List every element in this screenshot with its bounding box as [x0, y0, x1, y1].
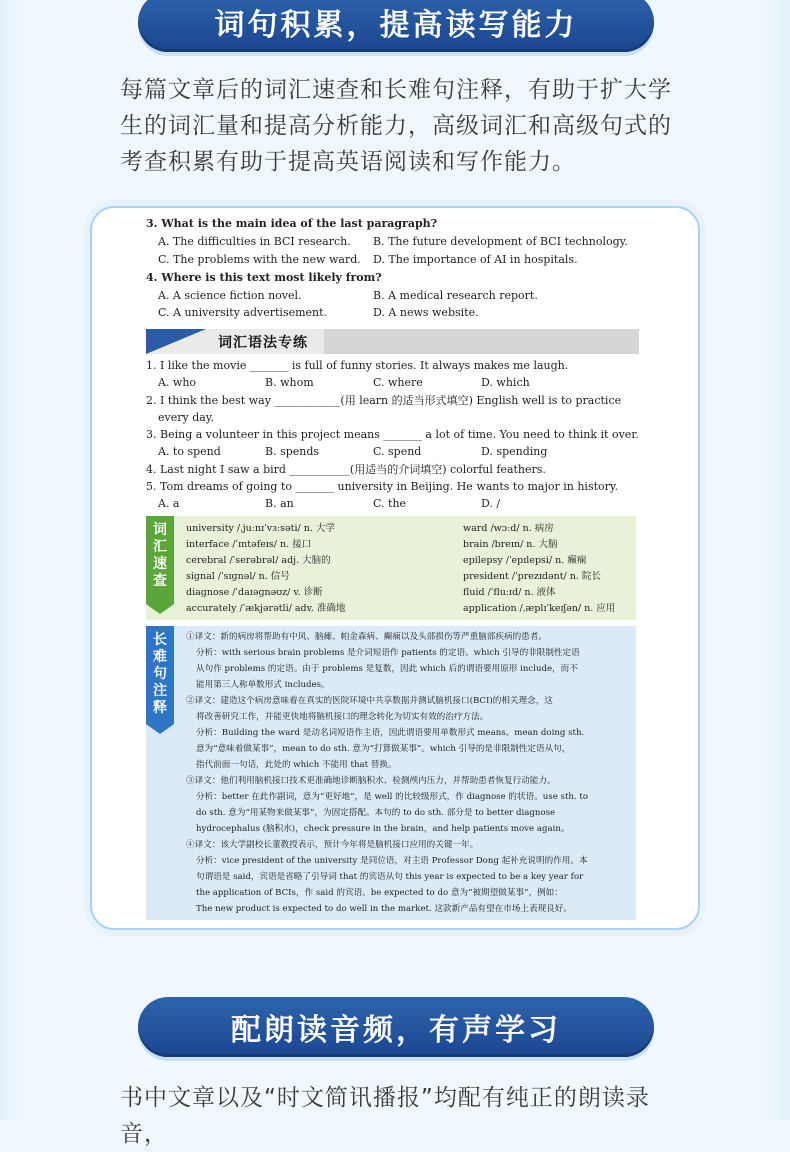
- section-title-bottom: 配朗读音频，有声学习: [138, 997, 654, 1057]
- vocab-right-4: president /ˈprezɪdənt/ n. 院长: [463, 571, 601, 582]
- vocab-right-6: application /ˌæplɪˈkeɪʃən/ n. 应用: [463, 603, 616, 614]
- note-line-15: 分析：vice president of the university 是同位语，对主语 Professor Dong 起补充说明的作用。本: [196, 856, 588, 866]
- note-line-3: 从句作 problems 的定语。由于 problems 是复数，因此 which 后的谓语要用原形 include，而不: [196, 664, 578, 674]
- grammar-5: 5. Tom dreams of going to _______ university in Beijing. He wants to major in history.: [146, 480, 619, 493]
- note-line-7: 分析：Building the ward 是动名词短语作主语，因此谓语要用单数形式 means。mean doing sth.: [196, 728, 585, 738]
- g3-option-a: A. to spend: [158, 445, 221, 458]
- section-title-top: 词句积累，提高读写能力: [138, 0, 654, 52]
- g5-option-b: B. an: [265, 497, 294, 510]
- q4-option-c: C. A university advertisement.: [158, 306, 328, 319]
- vocab-left-2: interface /ˈɪntəfeɪs/ n. 接口: [186, 539, 312, 550]
- note-line-17: the application of BCIs，作 said 的宾语。be expected to do 意为“被期望做某事”，例如：: [196, 888, 563, 898]
- right-edge: [762, 0, 790, 1120]
- note-line-12: do sth. 意为“用某物来做某事”，为固定搭配。本句的 to do sth. 部分是 to better diagnose: [196, 808, 556, 818]
- notes-tag: [146, 626, 174, 724]
- g5-option-d: D. /: [481, 497, 501, 510]
- note-line-13: hydrocephalus (脑积水)，check pressure in the brain，and help patients move again。: [196, 824, 570, 834]
- g3-option-b: B. spends: [265, 445, 320, 458]
- question-4: 4. Where is this text most likely from?: [146, 271, 382, 284]
- note-line-10: ③译文：他们利用脑机接口技术更准确地诊断脑积水、检测颅内压力，并帮助患者恢复行动能力。: [186, 776, 556, 786]
- note-line-16: 句谓语是 said，宾语是省略了引导词 that 的宾语从句 this year is expected to be a key year for: [196, 872, 584, 882]
- q4-option-a: A. A science fiction novel.: [158, 289, 302, 302]
- g1-option-a: A. who: [158, 376, 197, 389]
- vocab-right-1: ward /wɔːd/ n. 病房: [463, 523, 554, 534]
- note-line-1: ①译文：新的病房将帮助有中风、脑瘫、帕金森病、癫痫以及头部损伤等严重脑部疾病的患者。: [186, 632, 547, 642]
- section-intro-top: 每篇文章后的词汇速查和长难句注释，有助于扩大学生的词汇量和提高分析能力，高级词汇和高级句式的考查积累有助于提高英语阅读和写作能力。: [120, 77, 672, 175]
- note-line-6: 将改善研究工作，并能更快地将脑机接口的理念转化为切实有效的治疗方法。: [196, 712, 489, 722]
- banner-triangle: [146, 329, 206, 354]
- grammar-3: 3. Being a volunteer in this project means _______ a lot of time. You need to think it over.: [146, 428, 639, 441]
- g5-option-a: A. a: [158, 497, 180, 510]
- note-line-5: ②译文：建造这个病房意味着在真实的医院环境中共享数据并测试脑机接口(BCI)的相关理念，这: [186, 696, 553, 706]
- note-line-2: 分析：with serious brain problems 是介词短语作 patients 的定语。which 引导的非限制性定语: [196, 648, 580, 658]
- q3-option-b: B. The future development of BCI technology.: [373, 235, 628, 248]
- g3-option-d: D. spending: [481, 445, 548, 458]
- note-line-4: 能用第三人称单数形式 includes。: [196, 680, 330, 690]
- vocab-left-6: accurately /ˈækjərətli/ adv. 准确地: [186, 603, 346, 614]
- g3-option-c: C. spend: [373, 445, 422, 458]
- q4-option-d: D. A news website.: [373, 306, 479, 319]
- vocab-left-4: signal /ˈsɪɡnəl/ n. 信号: [186, 571, 290, 582]
- grammar-banner: [146, 329, 639, 354]
- vocab-left-1: university /ˌjuːnɪˈvɜːsəti/ n. 大学: [186, 523, 335, 534]
- section-intro-bottom: 书中文章以及“时文简讯播报”均配有纯正的朗读录音，: [120, 1085, 650, 1147]
- vocab-tag: [146, 516, 174, 604]
- note-line-14: ④译文：该大学副校长董教授表示，预计今年将是脑机接口应用的关键一年。: [186, 840, 479, 850]
- vocab-left-5: diagnose /ˈdaɪəɡnəʊz/ v. 诊断: [186, 587, 323, 598]
- note-line-18: The new product is expected to do well in the market. 这款新产品有望在市场上表现良好。: [196, 904, 572, 914]
- vocab-tag-text: 词汇速查: [153, 522, 167, 589]
- q3-option-a: A. The difficulties in BCI research.: [158, 235, 351, 248]
- q3-option-c: C. The problems with the new ward.: [158, 253, 361, 266]
- note-line-9: 指代前面一句话，此处的 which 不能用 that 替换。: [196, 760, 397, 770]
- grammar-2-cont: every day.: [158, 411, 215, 424]
- question-3: 3. What is the main idea of the last paragraph?: [146, 217, 438, 230]
- grammar-4: 4. Last night I saw a bird ___________(用适当的介词填空) colorful feathers.: [146, 463, 546, 476]
- g1-option-b: B. whom: [265, 376, 314, 389]
- g1-option-c: C. where: [373, 376, 423, 389]
- banner-label: 词汇语法专练: [218, 335, 308, 351]
- note-line-11: 分析：better 在此作副词，意为“更好地”，是 well 的比较级形式，作 diagnose 的状语。use sth. to: [196, 792, 589, 802]
- grammar-1: 1. I like the movie _______ is full of funny stories. It always makes me laugh.: [146, 359, 569, 372]
- left-edge: [0, 0, 28, 1120]
- vocab-left-3: cerebral /ˈserəbrəl/ adj. 大脑的: [186, 555, 331, 566]
- g5-option-c: C. the: [373, 497, 407, 510]
- vocab-right-5: fluid /ˈfluːɪd/ n. 液体: [463, 587, 556, 598]
- g1-option-d: D. which: [481, 376, 530, 389]
- vocab-right-2: brain /breɪn/ n. 大脑: [463, 539, 558, 550]
- notes-tag-text: 长难句注释: [153, 632, 167, 716]
- q4-option-b: B. A medical research report.: [373, 289, 538, 302]
- grammar-2: 2. I think the best way ____________(用 learn 的适当形式填空) English well is to practice: [146, 394, 622, 407]
- q3-option-d: D. The importance of AI in hospitals.: [373, 253, 578, 266]
- note-line-8: 意为“意味着做某事”，mean to do sth. 意为“打算做某事”。which 引导的是非限制性定语从句，: [196, 744, 571, 754]
- vocab-right-3: epilepsy /ˈepɪlepsi/ n. 癫痫: [463, 555, 587, 566]
